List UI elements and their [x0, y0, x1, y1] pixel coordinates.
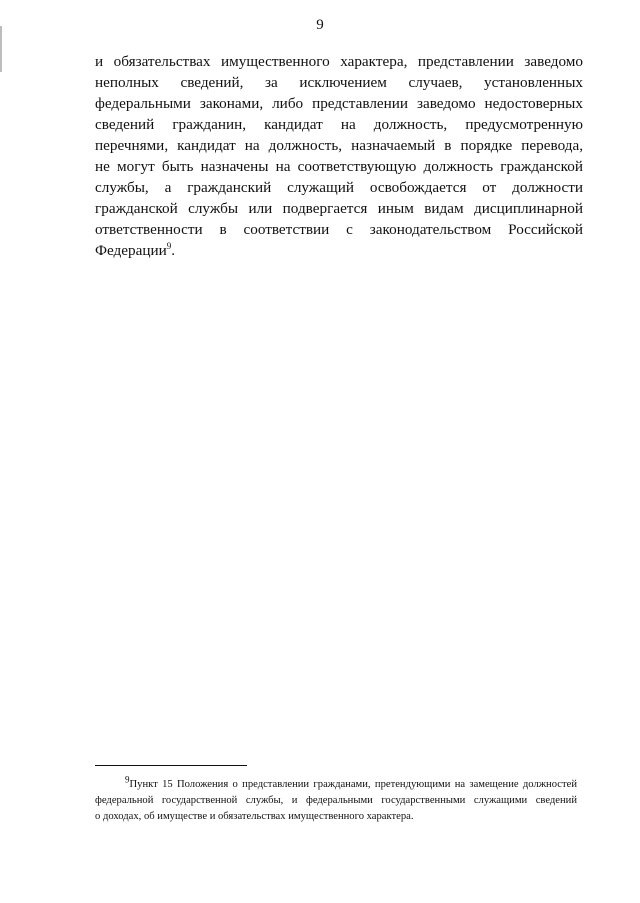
paragraph-line: службы, а гражданский служащий освобождается от должности — [95, 179, 583, 196]
footnote-marker: 9 — [125, 774, 130, 785]
paragraph-line: сведений гражданин, кандидат на должность, предусмотренную — [95, 116, 583, 133]
final-punctuation: . — [171, 242, 176, 259]
footnote-line — [95, 774, 577, 793]
paragraph-line: федеральными законами, либо представлении заведомо недостоверных — [95, 95, 583, 112]
paragraph-line-text: Федерации — [95, 242, 167, 259]
main-paragraph — [95, 51, 583, 261]
footnote-line-text: Пункт 15 Положения о представлении гражданами, претендующими на замещение должностей — [129, 779, 577, 790]
footnote-reference[interactable]: 9 — [166, 240, 172, 251]
paragraph-line: неполных сведений, за исключением случаев, установленных — [95, 74, 583, 91]
paragraph-line: и обязательствах имущественного характера, представлении заведомо — [95, 53, 583, 70]
paragraph-line: гражданской службы или подвергается иным видам дисциплинарной — [95, 200, 583, 217]
footnote-line: федеральной государственной службы, и федеральными государственными служащими сведений — [95, 795, 577, 806]
paragraph-last-line — [95, 240, 583, 261]
page-number: 9 — [316, 17, 324, 33]
paragraph-line: ответственности в соответствии с законодательством Российской — [95, 221, 583, 238]
footnote-line: о доходах, об имуществе и обязательствах имущественного характера. — [95, 811, 414, 822]
paragraph-line: не могут быть назначены на соответствующую должность гражданской — [95, 158, 583, 175]
footnote-separator — [95, 765, 247, 766]
footnote — [95, 774, 577, 825]
paragraph-line: перечнями, кандидат на должность, назначаемый в порядке перевода, — [95, 137, 583, 154]
